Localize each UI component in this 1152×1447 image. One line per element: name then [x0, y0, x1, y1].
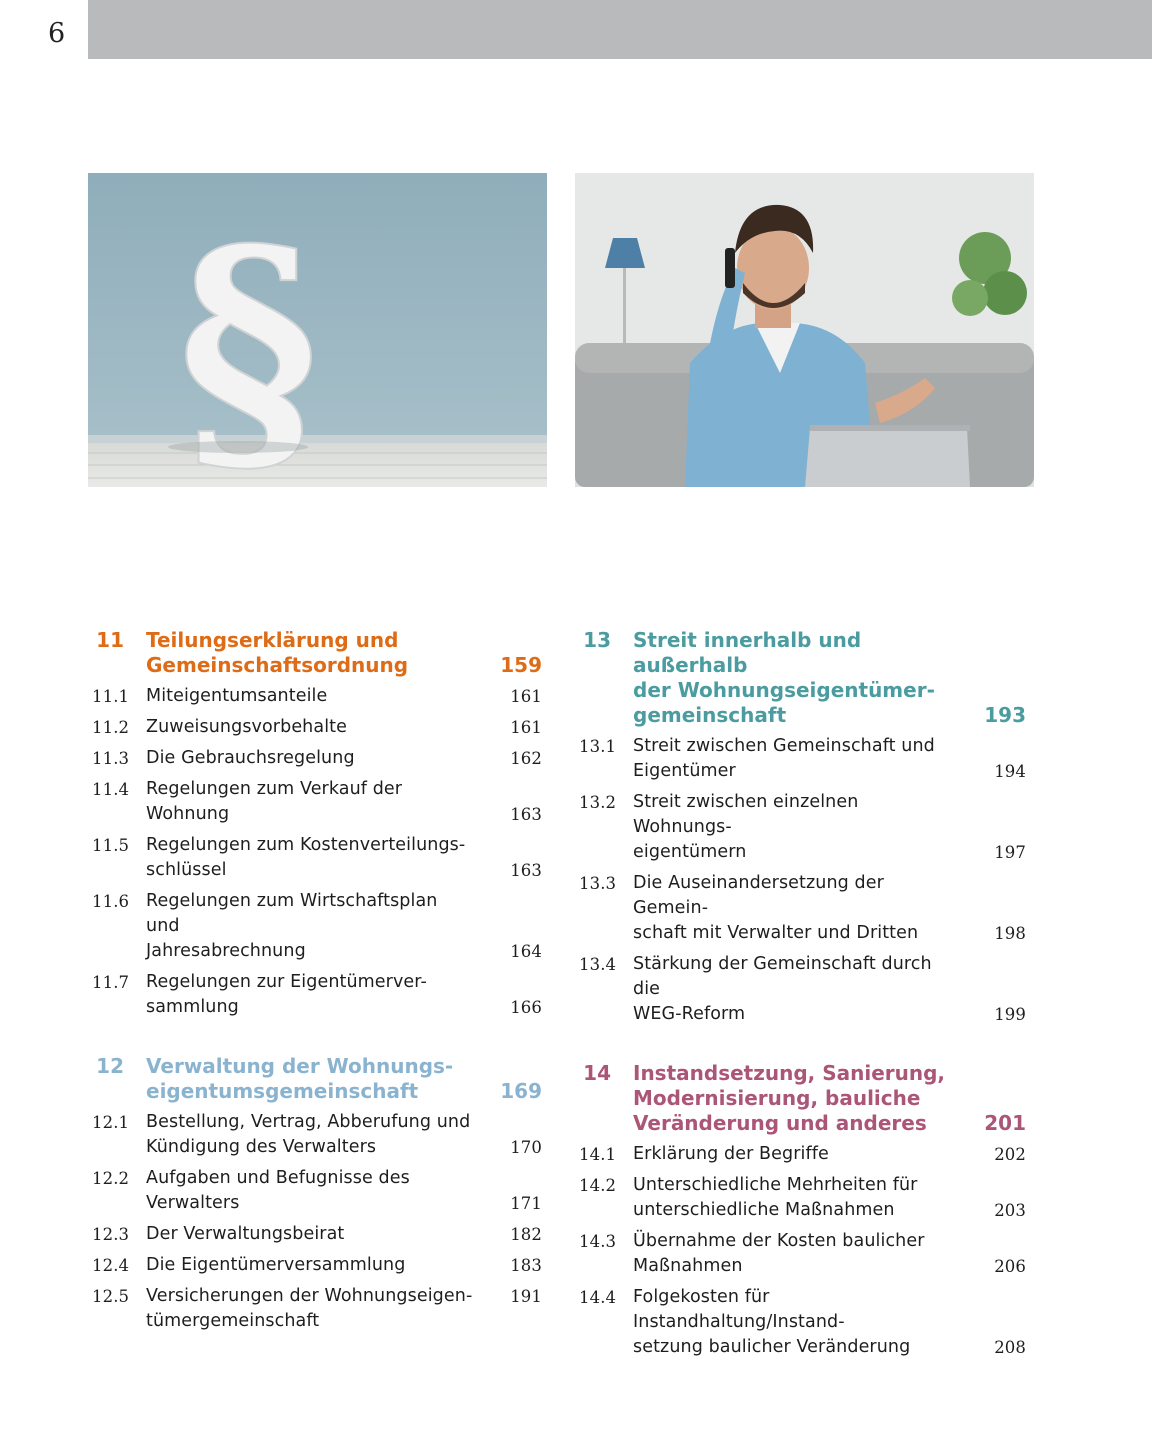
entry-title-line: Regelungen zum Kostenverteilungs- [146, 835, 466, 855]
entry-title-line: Erklärung der Begriffe [633, 1144, 829, 1164]
toc-entry[interactable] [88, 1166, 543, 1216]
chapter-title-line: Verwaltung der Wohnungs- [146, 1054, 454, 1078]
entry-page-number: 161 [510, 718, 542, 737]
chapter-heading[interactable] [88, 1053, 543, 1104]
entry-title-line: Jahresabrechnung [146, 941, 306, 961]
toc-right-column [575, 627, 1027, 1360]
entry-number: 12.2 [92, 1169, 130, 1188]
entry-title-line: Kündigung des Verwalters [146, 1137, 377, 1157]
entry-page-number: 194 [994, 762, 1026, 781]
entry-page-number: 202 [994, 1145, 1026, 1164]
entry-page-number: 163 [510, 861, 542, 880]
entry-number: 14.4 [579, 1288, 617, 1307]
toc-entry[interactable] [575, 734, 1027, 784]
entry-page-number: 183 [510, 1256, 542, 1275]
entry-title-line: Regelungen zur Eigentümerver- [146, 972, 427, 992]
entry-number: 13.2 [579, 793, 617, 812]
entry-title-line: Zuweisungsvorbehalte [146, 717, 347, 737]
entry-title-line: Unterschiedliche Mehrheiten für [633, 1175, 918, 1195]
entry-number: 14.3 [579, 1232, 617, 1251]
entry-title-line: Miteigentumsanteile [146, 686, 328, 706]
chapter-page-number: 169 [500, 1079, 542, 1103]
chapter-title-line: Modernisierung, bauliche [633, 1086, 921, 1110]
paragraph-sign-image [88, 173, 547, 487]
chapter-title-line: eigentumsgemeinschaft [146, 1079, 419, 1103]
entry-number: 14.1 [579, 1145, 617, 1164]
entry-number: 14.2 [579, 1176, 617, 1195]
toc-left-column [88, 627, 543, 1334]
entry-title-line: Streit zwischen einzelnen Wohnungs- [633, 792, 859, 837]
chapter-heading[interactable] [575, 1060, 1027, 1136]
entry-page-number: 163 [510, 805, 542, 824]
entry-title-line: tümergemeinschaft [146, 1311, 320, 1331]
entry-page-number: 208 [994, 1338, 1026, 1357]
toc-chapter-13 [575, 627, 1027, 1027]
entry-title-line: Streit zwischen Gemeinschaft und [633, 736, 935, 756]
entry-title-line: Die Auseinandersetzung der Gemein- [633, 873, 884, 918]
chapter-page-number: 201 [984, 1111, 1026, 1135]
chapter-title-line: Streit innerhalb und außerhalb [633, 628, 862, 677]
entry-title-line: Regelungen zum Verkauf der Wohnung [146, 779, 403, 824]
entry-page-number: 170 [510, 1138, 542, 1157]
toc-entry[interactable] [88, 833, 543, 883]
entry-page-number: 191 [510, 1287, 542, 1306]
entry-page-number: 197 [994, 843, 1026, 862]
chapter-page-number: 159 [500, 653, 542, 677]
entry-number: 12.5 [92, 1287, 130, 1306]
chapter-number: 14 [583, 1061, 611, 1085]
toc-entry[interactable] [88, 1222, 543, 1247]
svg-text:§: § [178, 189, 320, 487]
chapter-heading[interactable] [575, 627, 1027, 728]
toc-entry[interactable] [88, 715, 543, 740]
toc-entry[interactable] [88, 746, 543, 771]
toc-entry[interactable] [575, 1229, 1027, 1279]
entry-title-line: Bestellung, Vertrag, Abberufung und [146, 1112, 471, 1132]
entry-number: 11.5 [92, 836, 130, 855]
toc-chapter-11 [88, 627, 543, 1020]
entry-title-line: Stärkung der Gemeinschaft durch die [633, 954, 932, 999]
entry-title-line: sammlung [146, 997, 239, 1017]
entry-number: 11.1 [92, 687, 130, 706]
toc-entry[interactable] [88, 777, 543, 827]
toc-entry[interactable] [88, 1253, 543, 1278]
chapter-heading[interactable] [88, 627, 543, 678]
entry-page-number: 161 [510, 687, 542, 706]
entry-title-line: Folgekosten für Instandhaltung/Instand- [633, 1287, 845, 1332]
chapter-title-line: gemeinschaft [633, 703, 787, 727]
entry-number: 11.6 [92, 892, 130, 911]
toc-entry[interactable] [575, 952, 1027, 1027]
chapter-title-line: Veränderung und anderes [633, 1111, 927, 1135]
entry-title-line: Regelungen zum Wirtschaftsplan und [146, 891, 438, 936]
toc-entry[interactable] [575, 790, 1027, 865]
entry-number: 11.7 [92, 973, 130, 992]
entry-page-number: 203 [994, 1201, 1026, 1220]
chapter-number: 11 [96, 628, 124, 652]
toc-entry[interactable] [575, 1142, 1027, 1167]
man-on-phone-image [575, 173, 1034, 487]
toc-entry[interactable] [575, 871, 1027, 946]
page-number: 6 [48, 18, 66, 49]
entry-page-number: 171 [510, 1194, 542, 1213]
entry-page-number: 206 [994, 1257, 1026, 1276]
entry-title-line: WEG-Reform [633, 1004, 746, 1024]
entry-title-line: Aufgaben und Befugnisse des [146, 1168, 410, 1188]
chapter-number: 12 [96, 1054, 124, 1078]
entry-page-number: 199 [994, 1005, 1026, 1024]
chapter-title-line: Teilungserklärung und [146, 628, 399, 652]
chapter-title-line: Gemeinschaftsordnung [146, 653, 409, 677]
chapter-title-line: der Wohnungseigentümer- [633, 678, 935, 702]
entry-number: 11.4 [92, 780, 130, 799]
entry-number: 13.4 [579, 955, 617, 974]
toc-entry[interactable] [88, 970, 543, 1020]
toc-entry[interactable] [88, 1110, 543, 1160]
entry-title-line: Maßnahmen [633, 1256, 743, 1276]
entry-title-line: Übernahme der Kosten baulicher [633, 1231, 925, 1251]
toc-entry[interactable] [88, 889, 543, 964]
entry-title-line: setzung baulicher Veränderung [633, 1337, 911, 1357]
entry-number: 12.3 [92, 1225, 130, 1244]
entry-title-line: schaft mit Verwalter und Dritten [633, 923, 919, 943]
entry-page-number: 198 [994, 924, 1026, 943]
entry-page-number: 162 [510, 749, 542, 768]
toc-chapter-12 [88, 1053, 543, 1334]
entry-title-line: Eigentümer [633, 761, 736, 781]
chapter-page-number: 193 [984, 703, 1026, 727]
entry-number: 12.4 [92, 1256, 130, 1275]
entry-title-line: Verwalters [146, 1193, 240, 1213]
entry-number: 11.2 [92, 718, 130, 737]
entry-title-line: Der Verwaltungsbeirat [146, 1224, 345, 1244]
toc-entry[interactable] [575, 1285, 1027, 1360]
entry-number: 13.1 [579, 737, 617, 756]
header-bar [88, 0, 1152, 59]
entry-page-number: 164 [510, 942, 542, 961]
entry-number: 13.3 [579, 874, 617, 893]
toc-entry[interactable] [88, 1284, 543, 1334]
chapter-number: 13 [583, 628, 611, 652]
entry-number: 11.3 [92, 749, 130, 768]
entry-page-number: 166 [510, 998, 542, 1017]
chapter-title-line: Instandsetzung, Sanierung, [633, 1061, 946, 1085]
toc-entry[interactable] [575, 1173, 1027, 1223]
entry-title-line: unterschiedliche Maßnahmen [633, 1200, 895, 1220]
entry-title-line: Versicherungen der Wohnungseigen- [146, 1286, 473, 1306]
entry-title-line: Die Gebrauchsregelung [146, 748, 355, 768]
entry-title-line: eigentümern [633, 842, 747, 862]
entry-title-line: schlüssel [146, 860, 227, 880]
entry-page-number: 182 [510, 1225, 542, 1244]
toc-chapter-14 [575, 1060, 1027, 1360]
entry-number: 12.1 [92, 1113, 130, 1132]
entry-title-line: Die Eigentümerversammlung [146, 1255, 406, 1275]
toc-entry[interactable] [88, 684, 543, 709]
